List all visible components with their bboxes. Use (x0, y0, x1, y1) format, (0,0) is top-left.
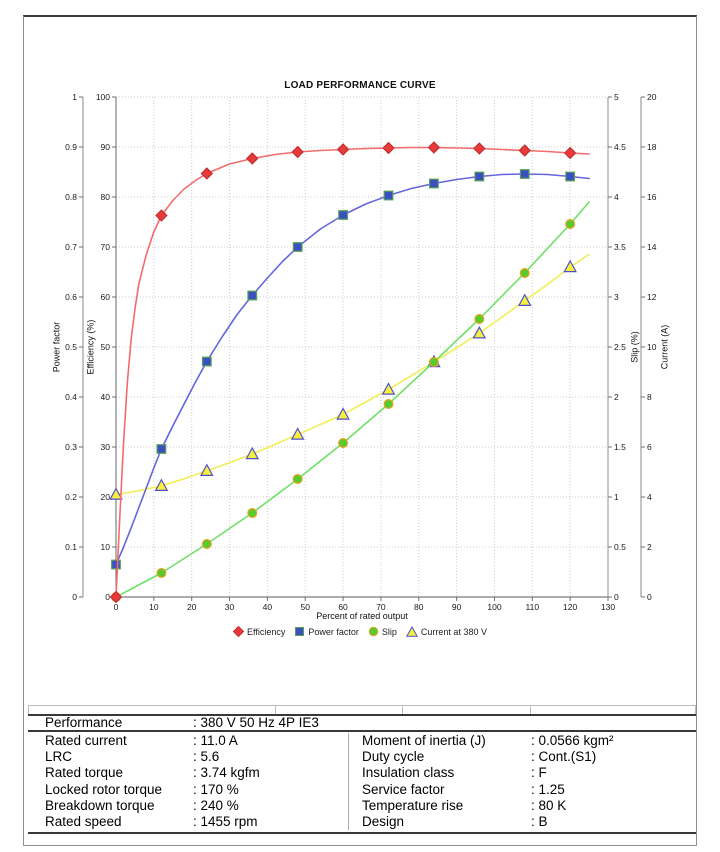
data-point-marker (565, 148, 576, 159)
data-point-marker (566, 172, 575, 181)
svg-text:0.7: 0.7 (65, 242, 77, 252)
svg-text:0.8: 0.8 (65, 192, 77, 202)
svg-text:90: 90 (451, 602, 462, 612)
table-row (28, 714, 696, 732)
data-point-marker (520, 269, 529, 278)
data-point-marker (292, 429, 304, 440)
row-value: : F (531, 765, 547, 781)
row-value: : 0.0566 kgm² (531, 733, 614, 748)
svg-text:50: 50 (100, 342, 110, 352)
slip-legend-marker-icon (368, 626, 379, 637)
svg-text:120: 120 (563, 602, 578, 612)
table-row (349, 733, 696, 749)
row-label: Performance (45, 715, 123, 730)
table-right-column (348, 733, 696, 830)
data-point-marker (475, 172, 484, 181)
table-row (28, 765, 348, 781)
row-label: Breakdown torque (45, 797, 155, 813)
svg-text:0.4: 0.4 (65, 392, 77, 402)
svg-text:90: 90 (100, 142, 110, 152)
table-row (28, 733, 348, 749)
table-ghost-row (28, 705, 696, 714)
data-point-marker (248, 509, 257, 518)
data-point-marker (157, 445, 166, 454)
svg-text:0.5: 0.5 (614, 542, 626, 552)
data-point-marker (430, 358, 439, 367)
data-point-marker (202, 540, 211, 549)
series-power-factor (112, 170, 589, 569)
table-row (349, 814, 696, 830)
data-point-marker (292, 147, 303, 158)
svg-text:30: 30 (100, 442, 110, 452)
row-value: : Cont.(S1) (531, 749, 597, 765)
performance-table (28, 705, 696, 834)
svg-text:0.5: 0.5 (65, 342, 77, 352)
row-label: Design (362, 813, 405, 829)
row-value: : B (531, 813, 548, 829)
row-value: : 3.74 kgfm (193, 765, 260, 781)
svg-text:18: 18 (647, 142, 657, 152)
data-point-marker (383, 143, 394, 154)
current-legend-marker-icon (406, 626, 418, 637)
svg-text:10: 10 (647, 342, 657, 352)
row-value: : 240 % (193, 797, 239, 813)
data-point-marker (519, 295, 531, 306)
row-label: LRC (45, 749, 73, 765)
svg-text:3: 3 (614, 292, 619, 302)
data-point-marker (247, 153, 258, 164)
svg-text:2: 2 (614, 392, 619, 402)
legend-item-current (406, 626, 487, 637)
power-factor-legend-marker-icon (294, 626, 305, 637)
axis-title-efficiency: Efficiency (%) (85, 319, 96, 375)
svg-text:40: 40 (100, 392, 110, 402)
axis-title-power-factor: Power factor (51, 321, 62, 373)
table-row (28, 798, 348, 814)
row-label: Duty cycle (362, 749, 425, 765)
row-value: : 80 K (531, 797, 567, 813)
row-value: : 5.6 (193, 749, 220, 765)
data-point-marker (338, 144, 349, 155)
data-point-marker (474, 143, 485, 154)
axis-title-current: Current (A) (659, 324, 670, 370)
data-point-marker (384, 191, 393, 200)
gridlines (116, 97, 608, 597)
svg-text:1: 1 (614, 492, 619, 502)
svg-text:16: 16 (647, 192, 657, 202)
series-line (116, 148, 589, 598)
axis-title-slip: Slip (%) (629, 331, 640, 363)
data-point-marker (246, 448, 258, 459)
row-value: : 380 V 50 Hz 4P IE3 (193, 715, 319, 730)
svg-text:0.2: 0.2 (65, 492, 77, 502)
svg-text:4: 4 (614, 192, 619, 202)
svg-text:12: 12 (647, 292, 657, 302)
svg-text:4: 4 (647, 492, 652, 502)
row-label: Insulation class (362, 765, 455, 781)
table-left-column (28, 733, 348, 830)
series-line (116, 174, 589, 565)
series-line (116, 255, 589, 495)
data-point-marker (339, 439, 348, 448)
row-label: Moment of inertia (J) (362, 733, 486, 748)
data-point-marker (248, 291, 257, 300)
svg-text:10: 10 (149, 602, 159, 612)
legend-label: Slip (381, 626, 397, 637)
data-point-marker (384, 400, 393, 409)
axis-ticks (79, 97, 645, 601)
svg-text:0: 0 (614, 592, 619, 602)
data-point-marker (519, 145, 530, 156)
data-point-marker (520, 170, 529, 179)
svg-text:0: 0 (647, 592, 652, 602)
svg-text:70: 70 (376, 602, 386, 612)
data-point-marker (430, 179, 439, 188)
chart-title: LOAD PERFORMANCE CURVE (284, 80, 436, 91)
data-point-marker (157, 569, 166, 578)
data-point-marker (475, 315, 484, 324)
svg-text:5: 5 (614, 92, 619, 102)
svg-text:100: 100 (487, 602, 502, 612)
svg-text:0.3: 0.3 (65, 442, 77, 452)
row-value: : 11.0 A (193, 733, 238, 748)
data-point-marker (383, 384, 395, 395)
svg-text:0: 0 (105, 592, 110, 602)
svg-text:4.5: 4.5 (614, 142, 626, 152)
svg-text:0.1: 0.1 (65, 542, 77, 552)
legend-item-slip (368, 626, 397, 637)
legend-label: Power factor (308, 626, 359, 637)
data-point-marker (339, 211, 348, 220)
table-row (349, 749, 696, 765)
chart-legend (0, 626, 720, 637)
table-row (349, 765, 696, 781)
svg-text:1: 1 (72, 92, 77, 102)
table-row (28, 814, 348, 830)
svg-text:0: 0 (113, 602, 119, 612)
svg-text:70: 70 (100, 242, 110, 252)
svg-text:80: 80 (414, 602, 424, 612)
row-label: Rated current (45, 733, 127, 748)
data-point-marker (566, 220, 575, 229)
svg-text:60: 60 (100, 292, 110, 302)
legend-item-efficiency (233, 626, 285, 637)
row-value: : 170 % (193, 781, 239, 797)
svg-text:3.5: 3.5 (614, 242, 626, 252)
svg-text:1.5: 1.5 (614, 442, 626, 452)
svg-text:0.6: 0.6 (65, 292, 77, 302)
data-point-marker (293, 243, 302, 252)
x-axis-title: Percent of rated output (316, 611, 408, 621)
svg-text:130: 130 (600, 602, 616, 612)
row-label: Rated speed (45, 813, 122, 829)
svg-text:0.9: 0.9 (65, 142, 77, 152)
row-value: : 1.25 (531, 781, 565, 797)
svg-text:110: 110 (525, 602, 540, 612)
svg-text:80: 80 (100, 192, 110, 202)
svg-text:30: 30 (224, 602, 235, 612)
svg-text:2: 2 (647, 542, 652, 552)
table-row (28, 782, 348, 798)
legend-label: Current at 380 V (420, 626, 487, 637)
row-label: Locked rotor torque (45, 781, 163, 797)
svg-text:40: 40 (262, 602, 273, 612)
svg-text:20: 20 (647, 92, 657, 102)
data-point-marker (429, 142, 440, 153)
svg-text:0: 0 (72, 592, 77, 602)
data-point-marker (201, 168, 212, 179)
svg-text:10: 10 (100, 542, 110, 552)
row-value: : 1455 rpm (193, 813, 258, 829)
svg-text:20: 20 (100, 492, 110, 502)
svg-text:60: 60 (338, 602, 348, 612)
series-slip (112, 202, 589, 601)
data-point-marker (474, 327, 486, 338)
data-point-marker (293, 475, 302, 484)
row-label: Rated torque (45, 765, 124, 781)
svg-text:8: 8 (647, 392, 652, 402)
legend-item-power-factor (294, 626, 359, 637)
data-point-marker (111, 592, 122, 603)
data-point-marker (564, 261, 576, 272)
table-row (349, 798, 696, 814)
svg-text:50: 50 (300, 602, 310, 612)
efficiency-legend-marker-icon (233, 626, 244, 637)
series-current-at-380-v (110, 255, 589, 500)
table-row (28, 749, 348, 765)
legend-label: Efficiency (247, 626, 286, 637)
svg-text:6: 6 (647, 442, 652, 452)
data-point-marker (203, 357, 212, 366)
data-point-marker (337, 409, 349, 420)
svg-text:14: 14 (647, 242, 657, 252)
svg-text:20: 20 (186, 602, 197, 612)
table-body (28, 732, 696, 834)
svg-text:100: 100 (95, 92, 110, 102)
svg-text:2.5: 2.5 (614, 342, 626, 352)
table-row (349, 782, 696, 798)
row-label: Service factor (362, 781, 445, 797)
row-label: Temperature rise (362, 797, 464, 813)
data-point-marker (112, 560, 121, 569)
